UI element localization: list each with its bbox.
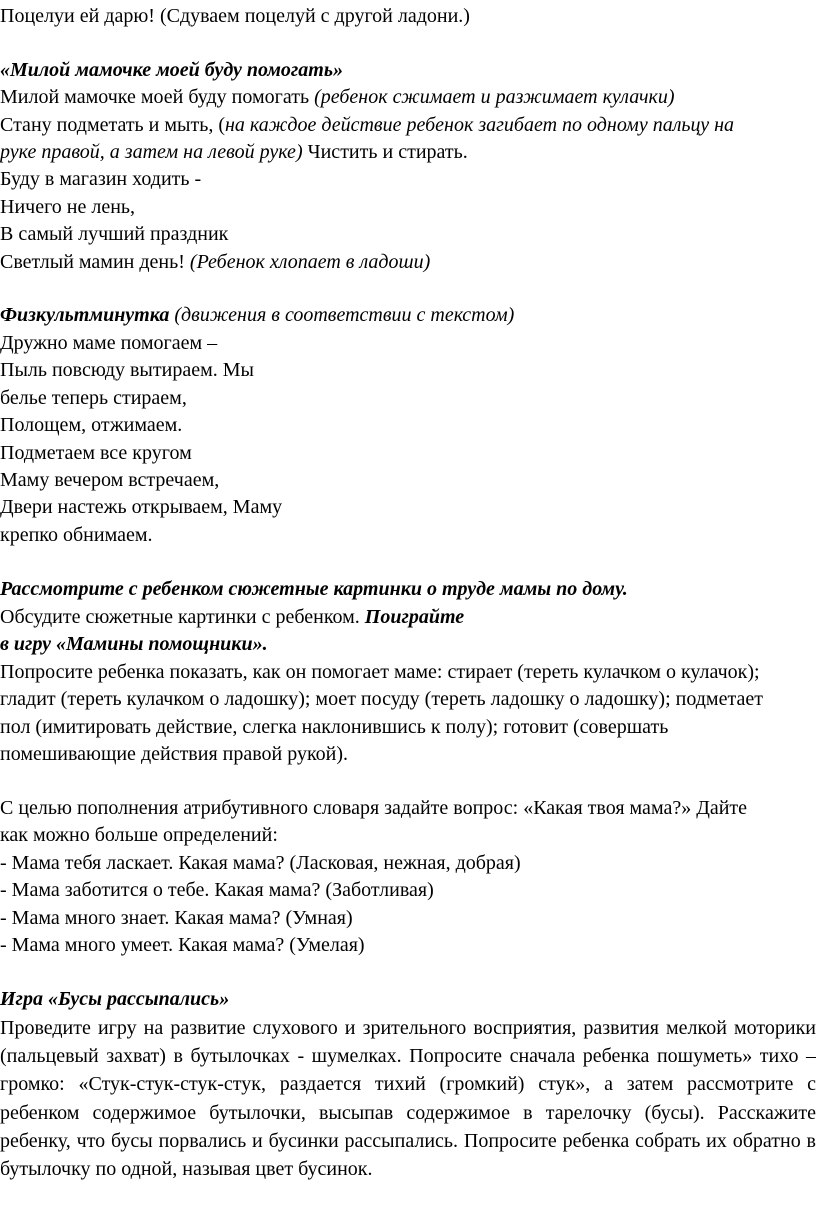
- poem-text: Стану подметать и мыть, (: [0, 114, 225, 136]
- fizkult-line: Пыль повсюду вытираем. Мы: [0, 359, 254, 381]
- poem-text: Милой мамочке моей буду помогать: [0, 86, 315, 108]
- vocab-question: - Мама много знает. Какая мама? (Умная): [0, 907, 353, 929]
- poem-line: [0, 112, 734, 139]
- fizkult-title: Физкультминутка: [0, 304, 170, 326]
- poem-text: Чистить и стирать.: [302, 141, 468, 163]
- fizkult-line: Двери настежь открываем, Маму: [0, 496, 283, 518]
- poem-line: В самый лучший праздник: [0, 223, 229, 245]
- fizkult-heading: [0, 302, 514, 329]
- fizkult-line: Маму вечером встречаем,: [0, 469, 220, 491]
- poem-note: (Ребенок хлопает в ладоши): [189, 251, 431, 273]
- game-title: Игра «Бусы рассыпались»: [0, 988, 230, 1010]
- pictures-discuss: Обсудите сюжетные картинки с ребенком.: [0, 606, 365, 628]
- vocab-question: - Мама тебя ласкает. Какая мама? (Ласковая, нежная, добрая): [0, 852, 521, 874]
- pictures-heading: Рассмотрите с ребенком сюжетные картинки о труде мамы по дому.: [0, 578, 628, 600]
- pictures-paragraph-line: помешивающие действия правой рукой).: [0, 743, 349, 765]
- poem-line: [0, 139, 468, 166]
- fizkult-line: Подметаем все кругом: [0, 442, 192, 464]
- vocab-line: как можно больше определений:: [0, 824, 278, 846]
- pictures-paragraph-line: Попросите ребенка показать, как он помогает маме: стирает (тереть кулачком о кулачок);: [0, 661, 760, 683]
- poem-title: «Милой мамочке моей буду помогать»: [0, 59, 344, 81]
- vocab-question: - Мама заботится о тебе. Какая мама? (Заботливая): [0, 879, 434, 901]
- vocab-question: - Мама много умеет. Какая мама? (Умелая): [0, 934, 365, 956]
- fizkult-note: (движения в соответствии с текстом): [169, 304, 515, 326]
- fizkult-line: Дружно маме помогаем –: [0, 332, 218, 354]
- pictures-paragraph-line: гладит (тереть кулачком о ладошку); моет посуду (тереть ладошку о ладошку); подметает: [0, 688, 763, 710]
- vocab-line: С целью пополнения атрибутивного словаря задайте вопрос: «Какая твоя мама?» Дайте: [0, 797, 748, 819]
- poem-line: Ничего не лень,: [0, 196, 136, 218]
- fizkult-line: белье теперь стираем,: [0, 387, 187, 409]
- poem-line: [0, 84, 675, 111]
- fizkult-line: Полощем, отжимаем.: [0, 414, 183, 436]
- pictures-paragraph-line: пол (имитировать действие, слегка наклонившись к полу); готовит (совершать: [0, 716, 669, 738]
- intro-line: Поцелуи ей дарю! (Сдуваем поцелуй с другой ладони.): [0, 5, 470, 27]
- poem-text: Светлый мамин день!: [0, 251, 190, 273]
- fizkult-line: крепко обнимаем.: [0, 524, 153, 546]
- pictures-discuss-line: [0, 604, 464, 631]
- poem-line: Буду в магазин ходить -: [0, 168, 202, 190]
- poem-note: руке правой, а затем на левой руке): [0, 141, 303, 163]
- poem-line: [0, 249, 430, 276]
- poem-note: на каждое действие ребенок загибает по одному пальцу на: [225, 114, 735, 136]
- poem-note: (ребенок сжимает и разжимает кулачки): [314, 86, 675, 108]
- pictures-play: Поиграйте: [364, 606, 465, 628]
- game-paragraph: Проведите игру на развитие слухового и зрительного восприятия, развития мелкой моторики (пальцевый захват) в бутылочках - шумелках. Попросите сначала ребенка пошуметь» тихо – громко: «Стук-стук-стук-стук, раздается тихий (громкий) стук», а затем рассмотрите с ребенком содержимое бутылочки, высыпав содержимое в тарелочку (бусы). Расскажите ребенку, что бусы порвались и бусинки рассыпались. Попросите ребенка собрать их обратно в бутылочку по одной, называя цвет бусинок.: [0, 1017, 816, 1181]
- pictures-game-title: в игру «Мамины помощники».: [0, 633, 268, 655]
